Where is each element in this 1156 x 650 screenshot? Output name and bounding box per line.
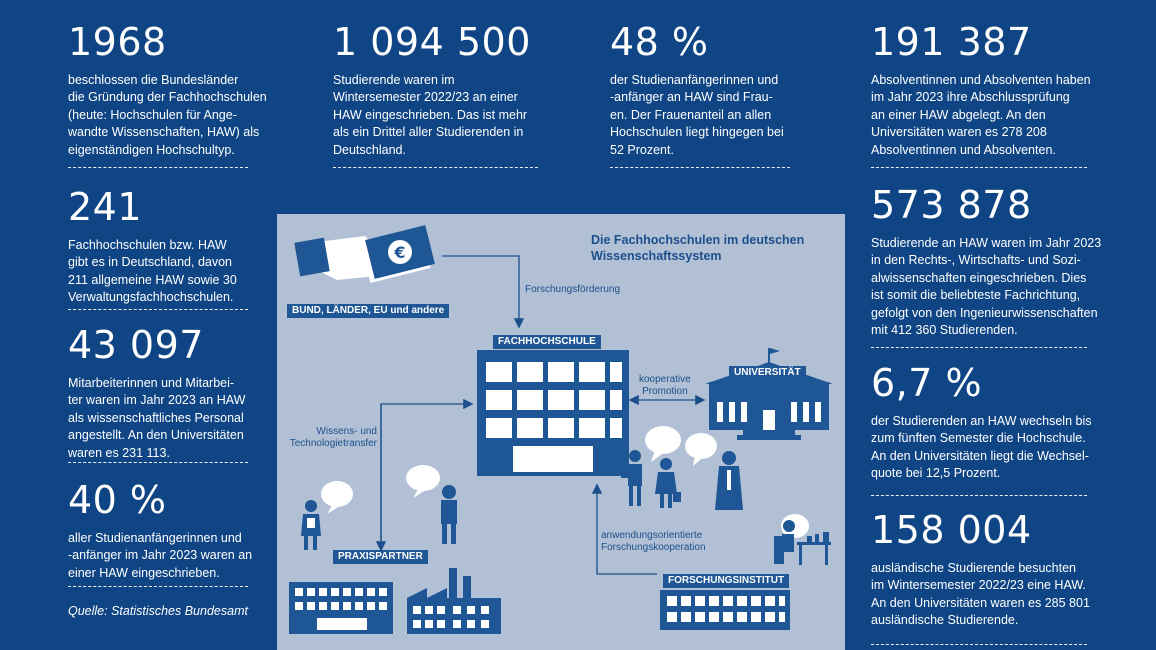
stat-1968 [68, 20, 268, 159]
divider [610, 167, 790, 168]
stat-1094500 [333, 20, 553, 159]
stat-40-percent [68, 478, 268, 582]
stat-text: Studierende an HAW waren im Jahr 2023 in den Rechts-, Wirtschafts- und Sozi- alwissenschaften eingeschrieben. Dies ist somit die beliebteste Fachrichtung, gefolgt von den Ingenieurwissenschaften mit 412 360 Studierenden. [871, 236, 1102, 338]
stat-text: der Studierenden an HAW wechseln bis zum fünften Semester die Hochschule. An den Universitäten liegt die Wechsel- quote bei 12,5 Prozent. [871, 414, 1092, 481]
hand-money-icon [294, 225, 435, 283]
stat-number: 6,7 % [871, 361, 983, 405]
diagram-title: Die Fachhochschulen im deutschen Wissenschaftssystem [591, 233, 805, 263]
wissenstransfer-label: Wissens- und Technologietransfer [289, 426, 377, 449]
university-building-icon [705, 348, 833, 440]
fachhochschule-building-icon [477, 350, 629, 476]
forschungsfoerderung-label: Forschungsförderung [525, 284, 621, 295]
stat-text: Fachhochschulen bzw. HAW gibt es in Deutschland, davon 211 allgemeine HAW sowie 30 Verwaltungsfachhochschulen. [68, 238, 237, 305]
divider [871, 347, 1087, 348]
stat-number: 573 878 [871, 183, 1032, 227]
stat-number: 1 094 500 [333, 20, 531, 64]
divider [871, 167, 1087, 168]
stat-6-7-percent [871, 361, 1111, 483]
fachhochschule-label: FACHHOCHSCHULE [493, 335, 601, 349]
stat-text: Mitarbeiterinnen und Mitarbei- ter waren im Jahr 2023 an HAW als wissenschaftliches Personal angestellt. An den Universitäten waren es 231 113. [68, 376, 246, 460]
praxispartner-label: PRAXISPARTNER [333, 550, 428, 564]
svg-text:€: € [394, 243, 406, 262]
source-note: Quelle: Statistisches Bundesamt [68, 604, 248, 618]
research-institute-building-icon [660, 590, 790, 630]
divider [871, 644, 1087, 645]
stat-text: Studierende waren im Wintersemester 2022/23 an einer HAW eingeschrieben. Das ist mehr als ein Drittel aller Studierenden in Deutschland. [333, 73, 528, 157]
forschungskooperation-label: anwendungsorientierte Forschungskooperation [601, 530, 706, 553]
stat-text: der Studienanfängerinnen und -anfänger an HAW sind Frau- en. Der Frauenanteil an allen Hochschulen liegt hingegen bei 52 Prozent. [610, 73, 784, 157]
forschungsinstitut-label: FORSCHUNGSINSTITUT [663, 574, 789, 588]
stat-number: 158 004 [871, 508, 1032, 552]
funders-label: BUND, LÄNDER, EU und andere [287, 304, 449, 318]
divider [68, 167, 248, 168]
stat-48-percent [610, 20, 810, 159]
stat-158004 [871, 508, 1111, 630]
divider [68, 462, 248, 463]
funding-arrow [442, 256, 519, 326]
kooperative-promotion-label: kooperative Promotion [639, 374, 691, 397]
universitaet-label: UNIVERSITÄT [729, 366, 806, 380]
science-system-diagram [277, 214, 845, 650]
divider [333, 167, 538, 168]
stat-number: 241 [68, 185, 143, 229]
divider [871, 495, 1087, 496]
stat-text: aller Studienanfängerinnen und -anfänger im Jahr 2023 waren an einer HAW eingeschrieben. [68, 531, 253, 580]
stat-43097 [68, 323, 268, 462]
stat-text: beschlossen die Bundesländer die Gründung der Fachhochschulen (heute: Hochschulen für Ange- wandte Wissenschaften, HAW) als eigenständigen Hochschultyp. [68, 73, 267, 157]
stat-241 [68, 185, 268, 307]
stat-number: 43 097 [68, 323, 204, 367]
stat-number: 40 % [68, 478, 167, 522]
stat-number: 191 387 [871, 20, 1032, 64]
stat-number: 48 % [610, 20, 709, 64]
stat-text: ausländische Studierende besuchten im Wintersemester 2022/23 eine HAW. An den Universitäten waren es 285 801 ausländische Studierende. [871, 561, 1090, 628]
stat-573878 [871, 183, 1111, 339]
divider [68, 309, 248, 310]
stat-text: Absolventinnen und Absolventen haben im Jahr 2023 ihre Abschlussprüfung an einer HAW abgelegt. An den Universitäten waren es 278 208 Absolventinnen und Absolventen. [871, 73, 1091, 157]
praxispartner-buildings-icon [289, 568, 501, 634]
stat-191387 [871, 20, 1111, 159]
stat-number: 1968 [68, 20, 167, 64]
divider [68, 586, 248, 587]
